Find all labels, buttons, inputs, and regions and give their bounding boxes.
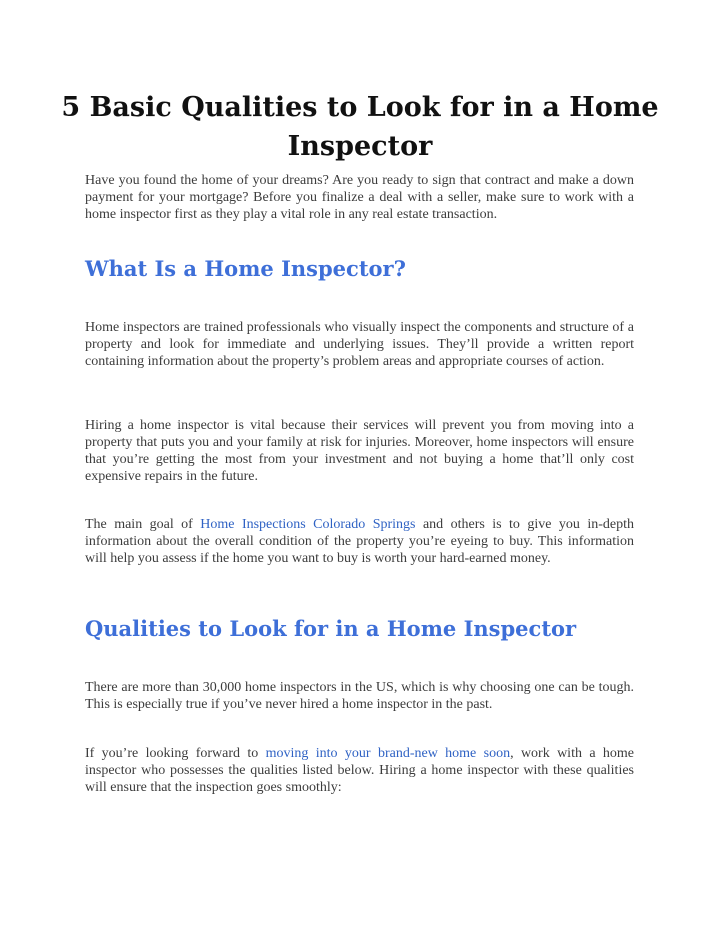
page-title: 5 Basic Qualities to Look for in a Home Inspector	[61, 92, 659, 162]
section-heading-what-is: What Is a Home Inspector?	[85, 256, 406, 281]
section-heading-qualities: Qualities to Look for in a Home Inspector	[85, 616, 577, 641]
paragraph-moving-text-before: If you’re looking forward to	[85, 746, 266, 761]
paragraph-importance: Hiring a home inspector is vital because their services will prevent you from moving into a property that puts you and your family at risk for injuries. Moreover, home inspectors will ensure that you’re getting the most from your investment and not buying a home that’ll only cost expensive repairs in the future.	[85, 418, 634, 484]
paragraph-count: There are more than 30,000 home inspectors in the US, which is why choosing one can be tough. This is especially true if you’ve never hired a home inspector in the past.	[85, 680, 634, 712]
home-inspections-link[interactable]: Home Inspections Colorado Springs	[200, 517, 416, 532]
moving-home-link[interactable]: moving into your brand-new home soon	[265, 746, 511, 761]
paragraph-moving	[85, 745, 634, 796]
intro-paragraph: Have you found the home of your dreams? Are you ready to sign that contract and make a down payment for your mortgage? Before you finalize a deal with a seller, make sure to work with a home inspector first as they play a vital role in any real estate transaction.	[85, 173, 634, 222]
paragraph-main-goal-text-after: and others is to give you in-depth information about the overall condition of the property you’re eyeing to buy. This information will help you assess if the home you want to buy is worth your hard-earned money.	[85, 517, 635, 566]
paragraph-definition: Home inspectors are trained professionals who visually inspect the components and structure of a property and look for immediate and underlying issues. They’ll provide a written report containing information about the property’s problem areas and appropriate courses of action.	[85, 320, 634, 369]
paragraph-main-goal	[85, 516, 634, 567]
paragraph-moving-text-after: , work with a home inspector who possesses the qualities listed below. Hiring a home inspector with these qualities will ensure that the inspection goes smoothly:	[85, 746, 634, 795]
paragraph-main-goal-text-before: The main goal of	[85, 517, 201, 532]
